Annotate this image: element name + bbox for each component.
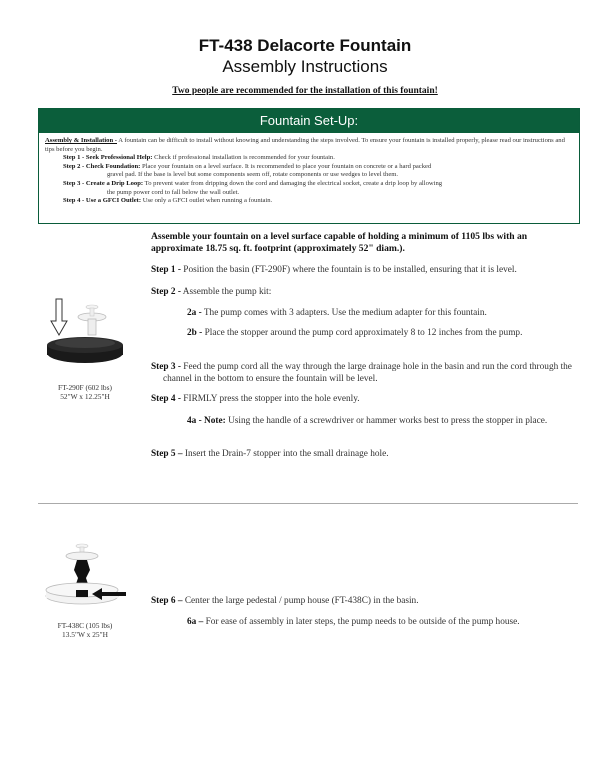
step-6 bbox=[151, 595, 581, 607]
step-2a bbox=[187, 307, 577, 319]
setup-intro-label: Assembly & Installation - bbox=[45, 137, 117, 144]
setup-step-label: Step 1 - Seek Professional Help: bbox=[63, 154, 153, 162]
step-text: Position the basin (FT-290F) where the fountain is to be installed, ensuring that it is level. bbox=[183, 265, 517, 275]
setup-step-label: Step 3 - Create a Drip Loop: bbox=[63, 179, 144, 187]
step-text: For ease of assembly in later steps, the pump needs to be outside of the pump house. bbox=[205, 617, 520, 627]
setup-step-4 bbox=[45, 197, 573, 206]
basin-caption-2: 52"W x 12.25"H bbox=[60, 392, 110, 401]
step-label: 6a – bbox=[187, 617, 204, 627]
basin-illustration bbox=[40, 295, 130, 375]
step-text: Center the large pedestal / pump house (FT-438C) in the basin. bbox=[184, 596, 419, 606]
step-text: FIRMLY press the stopper into the hole evenly. bbox=[183, 394, 360, 404]
setup-intro-text: A fountain can be difficult to install without knowing and understanding the steps involved. To ensure your fountain is installed properly, please read our instructions and tips before you begin. bbox=[45, 137, 565, 153]
step-1 bbox=[151, 264, 581, 276]
down-arrow-icon bbox=[51, 299, 67, 335]
step-label: 2a - bbox=[187, 308, 202, 318]
setup-heading: Fountain Set-Up: bbox=[39, 109, 579, 133]
pedestal-caption-1: FT-438C (105 lbs) bbox=[57, 621, 113, 630]
step-label: Step 5 – bbox=[151, 449, 183, 459]
pedestal-illustration bbox=[40, 538, 130, 618]
setup-step-label: Step 2 - Check Foundation: bbox=[63, 162, 141, 170]
step-text: Assemble the pump kit: bbox=[182, 287, 272, 297]
setup-intro bbox=[45, 137, 573, 154]
setup-step-text: Check if professional installation is recommended for your fountain. bbox=[154, 154, 335, 162]
step-text: The pump comes with 3 adapters. Use the medium adapter for this fountain. bbox=[203, 308, 487, 318]
step-label: Step 4 - bbox=[151, 394, 181, 404]
section-divider bbox=[38, 503, 578, 504]
step-label: 4a - Note: bbox=[187, 416, 226, 426]
setup-step-label: Step 4 - Use a GFCI Outlet: bbox=[63, 197, 142, 205]
section1-intro: Assemble your fountain on a level surface capable of holding a minimum of 1105 lbs with an approximate 18.75 sq. ft. footprint (approximately 52" diam.). bbox=[151, 231, 528, 254]
setup-body bbox=[39, 133, 579, 210]
step-label: Step 6 – bbox=[151, 596, 183, 606]
pedestal-caption-2: 13.5"W x 25"H bbox=[62, 630, 108, 639]
step-label: 2b - bbox=[187, 328, 203, 338]
step-5 bbox=[151, 448, 581, 460]
step-text: Place the stopper around the pump cord approximately 8 to 12 inches from the pump. bbox=[204, 328, 523, 338]
step-text: Feed the pump cord all the way through the large drainage hole in the basin and run the cord through the channel in the bottom to ensure the fountain will be level. bbox=[163, 362, 572, 384]
installation-note: Two people are recommended for the installation of this fountain! bbox=[172, 86, 438, 96]
step-label: Step 2 - bbox=[151, 287, 181, 297]
setup-step-text: Use only a GFCI outlet when running a fountain. bbox=[142, 197, 273, 205]
setup-step-text: Place your fountain on a level surface. It is recommended to place your fountain on concrete or a hard packed bbox=[141, 162, 432, 170]
setup-step-3-cont: the pump power cord to fall below the wall outlet. bbox=[107, 188, 240, 196]
setup-step-1 bbox=[45, 154, 573, 163]
step-label: Step 3 - bbox=[151, 362, 181, 372]
step-4a bbox=[187, 415, 589, 427]
setup-step-2-cont: gravel pad. If the base is level but some components seem off, rotate components or use wedges to level them. bbox=[107, 171, 399, 179]
step-3 bbox=[151, 361, 588, 385]
step-2b bbox=[187, 327, 579, 339]
fountain-setup-box bbox=[38, 108, 580, 224]
document-subtitle: Assembly Instructions bbox=[222, 57, 388, 76]
step-2 bbox=[151, 286, 581, 298]
setup-step-2 bbox=[45, 163, 573, 172]
basin-caption-1: FT-290F (602 lbs) bbox=[58, 383, 112, 392]
document-title: FT-438 Delacorte Fountain bbox=[198, 36, 412, 55]
setup-step-text: To prevent water from dripping down the cord and damaging the electrical socket, create a drip loop by allowing bbox=[144, 179, 443, 187]
step-text: Insert the Drain-7 stopper into the small drainage hole. bbox=[184, 449, 389, 459]
step-6a bbox=[187, 616, 582, 628]
setup-step-3 bbox=[45, 180, 573, 189]
step-text: Using the handle of a screwdriver or hammer works best to press the stopper in place. bbox=[228, 416, 548, 426]
step-label: Step 1 - bbox=[151, 265, 181, 275]
step-4 bbox=[151, 393, 581, 405]
